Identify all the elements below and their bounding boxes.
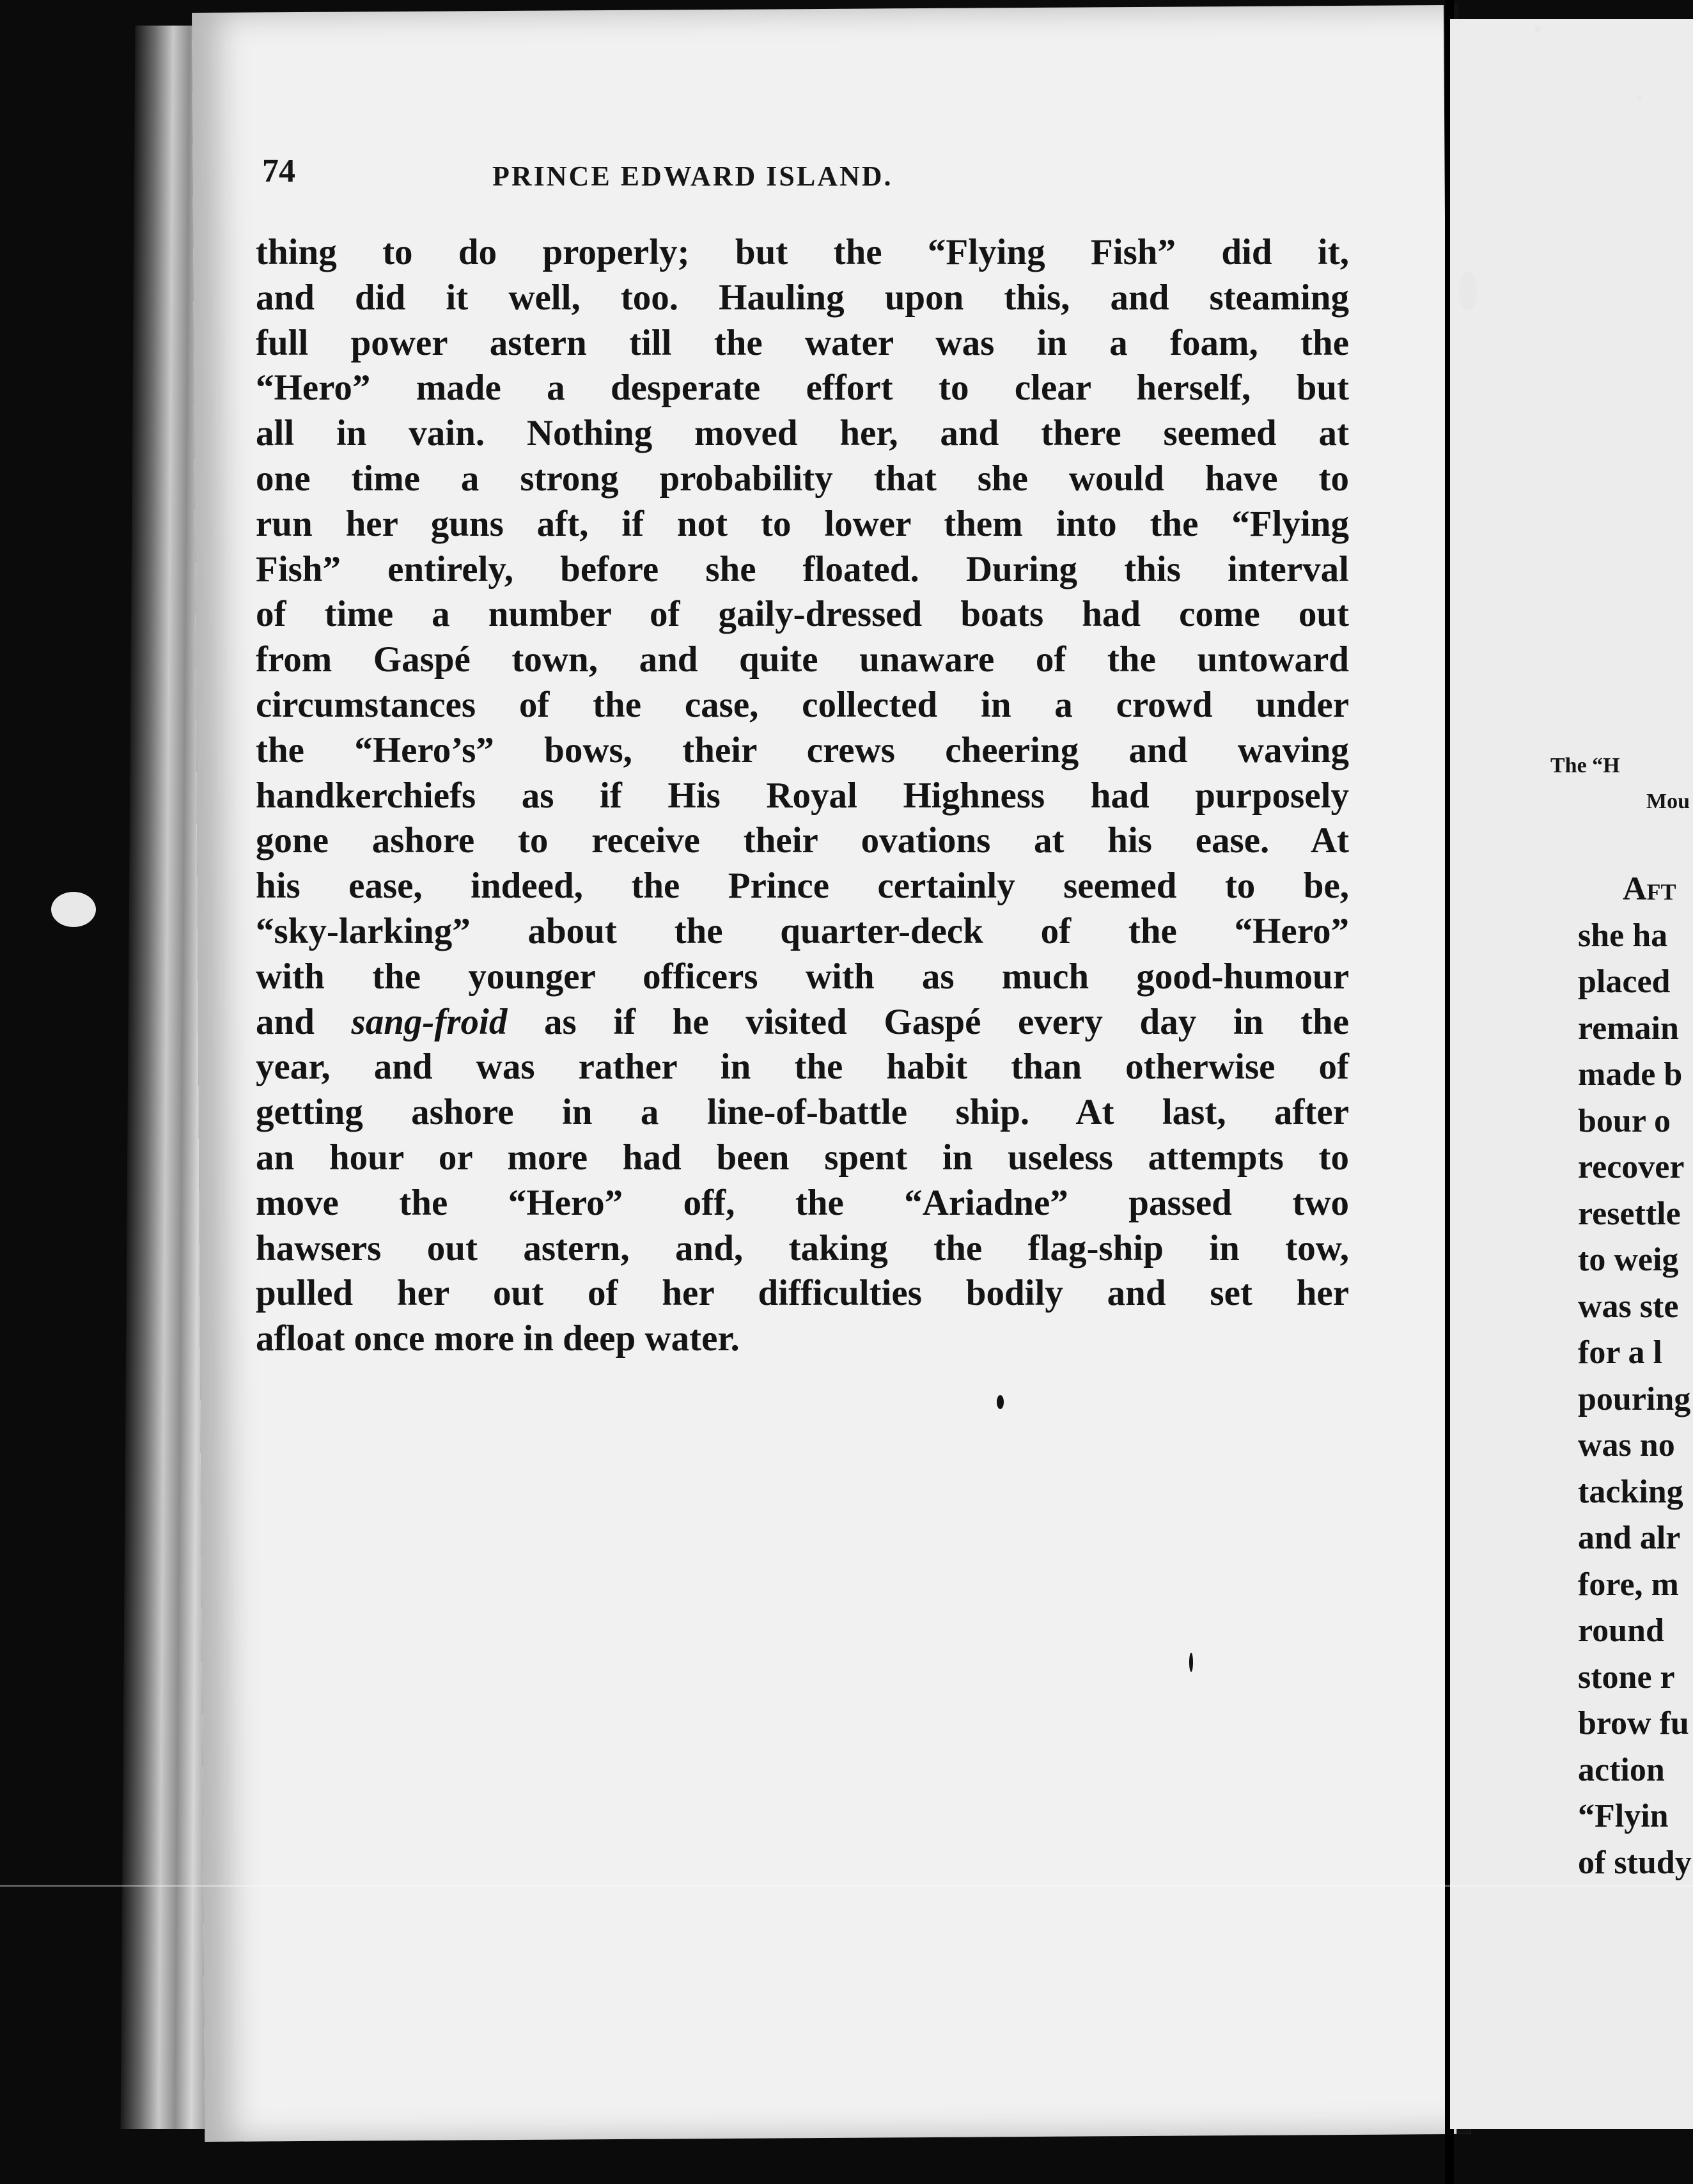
- paper-speck: [1459, 272, 1477, 310]
- side-heading-line: Mou: [1646, 790, 1690, 813]
- italic-phrase: sang-froid: [351, 1001, 508, 1042]
- right-text-line: fore, m: [1578, 1566, 1679, 1603]
- text-line: and did it well, too. Hauling upon this, and steaming: [256, 277, 1349, 318]
- text-line: thing to do properly; but the “Flying Fish” did it,: [256, 232, 1349, 272]
- paper-speck: [1534, 26, 1541, 32]
- text-line: circumstances of the case, collected in a crowd under: [256, 684, 1349, 725]
- text-line: the “Hero’s” bows, their crews cheering and waving: [256, 729, 1349, 770]
- text-line: Fish” entirely, before she floated. During this interval: [256, 549, 1349, 589]
- right-side-heading: [1550, 748, 1691, 820]
- text-line: move the “Hero” off, the “Ariadne” passed two: [256, 1182, 1349, 1223]
- right-text-line: resettle: [1578, 1195, 1681, 1232]
- right-text-line: action: [1578, 1751, 1665, 1788]
- page-number: 74: [262, 153, 295, 189]
- right-text-line: stone r: [1578, 1658, 1675, 1696]
- right-text-line: was no: [1578, 1427, 1675, 1463]
- right-text-line: round: [1578, 1612, 1664, 1649]
- right-text-line: placed: [1578, 963, 1671, 1000]
- right-text-line: tacking: [1578, 1473, 1683, 1510]
- text-line: full power astern till the water was in a foam, the: [256, 322, 1349, 363]
- right-text-line: to weig: [1578, 1242, 1679, 1278]
- right-text-line: remain: [1578, 1010, 1679, 1047]
- right-text-line: and alr: [1578, 1520, 1681, 1556]
- text-line: “Hero” made a desperate effort to clear herself, but: [256, 368, 1349, 409]
- side-heading-line: The “H: [1550, 754, 1620, 777]
- right-text-line: of study: [1578, 1844, 1692, 1881]
- ink-speck: [1189, 1653, 1193, 1672]
- body-text: [256, 230, 1349, 1362]
- paper-speck: [51, 892, 96, 927]
- text-line: run her guns aft, if not to lower them into the “Flying: [256, 503, 1349, 544]
- right-text-line: made b: [1578, 1056, 1683, 1093]
- text-line: from Gaspé town, and quite unaware of the untoward: [256, 639, 1349, 680]
- right-text-line: for a l: [1578, 1334, 1662, 1371]
- text-line: pulled her out of her difficulties bodily and set her: [256, 1273, 1349, 1314]
- scan-artifact-line: [0, 1885, 1693, 1887]
- paper-speck: [1637, 96, 1642, 101]
- right-page-text: [1578, 866, 1693, 1886]
- right-text-line: brow fu: [1578, 1705, 1689, 1742]
- text-line: year, and was rather in the habit than otherwise of: [256, 1047, 1349, 1088]
- right-text-line: recover: [1578, 1149, 1685, 1185]
- text-line: handkerchiefs as if His Royal Highness had purposely: [256, 775, 1349, 816]
- text-line: gone ashore to receive their ovations at his ease. At: [256, 820, 1349, 861]
- text-line: all in vain. Nothing moved her, and there seemed at: [256, 413, 1349, 454]
- right-text-line: “Flyin: [1578, 1798, 1669, 1834]
- running-title: PRINCE EDWARD ISLAND.: [492, 160, 893, 192]
- text-line: afloat once more in deep water.: [256, 1318, 740, 1359]
- right-text-line: pouring: [1578, 1380, 1691, 1417]
- text-line: with the younger officers with as much good-humour: [256, 956, 1349, 997]
- text-line: one time a strong probability that she would have to: [256, 458, 1349, 499]
- right-text-line: bour o: [1578, 1102, 1671, 1139]
- right-text-line: she ha: [1578, 917, 1668, 954]
- text-line: and sang-froid as if he visited Gaspé every day in the: [256, 1001, 1349, 1042]
- text-line: his ease, indeed, the Prince certainly seemed to be,: [256, 866, 1349, 907]
- right-text-line: Aft: [1623, 871, 1676, 907]
- text-line: “sky-larking” about the quarter-deck of the “Hero”: [256, 910, 1349, 951]
- right-text-line: was ste: [1578, 1288, 1679, 1325]
- text-line: hawsers out astern, and, taking the flag-ship in tow,: [256, 1228, 1349, 1268]
- text-line: of time a number of gaily-dressed boats had come out: [256, 594, 1349, 635]
- text-line: getting ashore in a line-of-battle ship. At last, after: [256, 1092, 1349, 1133]
- text-line: an hour or more had been spent in useless attempts to: [256, 1137, 1349, 1178]
- ink-speck: [997, 1395, 1004, 1409]
